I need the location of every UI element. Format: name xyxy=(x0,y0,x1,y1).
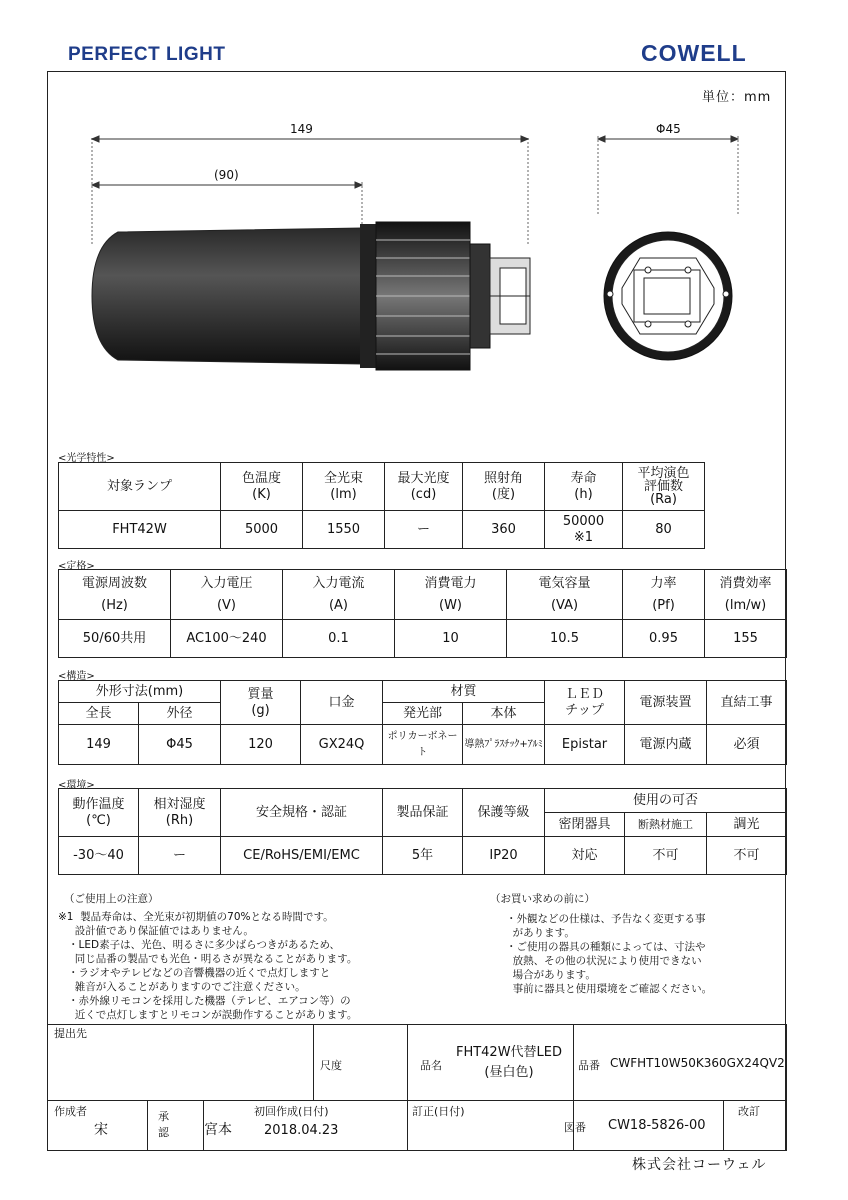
env-h-standard: 安全規格・認証 xyxy=(221,789,383,837)
env-h-dimming: 調光 xyxy=(707,813,787,837)
rating-h-pf: 力率 (Pf) xyxy=(623,570,705,620)
optical-v-lamp: FHT42W xyxy=(59,511,221,549)
env-v-insulation: 不可 xyxy=(625,837,707,875)
structure-h-led: ＬＥＤ チップ xyxy=(545,681,625,725)
dim-length: 149 xyxy=(290,122,313,136)
env-v-ip: IP20 xyxy=(463,837,545,875)
purchase-title: （お買い求めの前に） xyxy=(490,893,595,905)
structure-v-mass: 120 xyxy=(221,725,301,765)
structure-h-base: 口金 xyxy=(301,681,383,725)
title-block xyxy=(47,1024,787,1151)
optical-v-cri: 80 xyxy=(623,511,705,549)
tb-part-no: CWFHT10W50K360GX24QV2 xyxy=(610,1056,785,1070)
tb-product xyxy=(408,1025,574,1101)
structure-h-direct: 直結工事 xyxy=(707,681,787,725)
unit-label: 単位：mm xyxy=(702,90,772,105)
tb-submit-label: 提出先 xyxy=(54,1027,87,1040)
caution-title: （ご使用上の注意） xyxy=(64,893,159,905)
tb-revised xyxy=(408,1101,574,1151)
optical-v-cct: 5000 xyxy=(221,511,303,549)
structure-value-row xyxy=(59,725,787,765)
rating-h-voltage: 入力電圧 (V) xyxy=(171,570,283,620)
brand-cowell-logo: COWELL xyxy=(641,40,747,66)
rating-value-row xyxy=(59,620,787,658)
structure-h-body: 本体 xyxy=(463,703,545,725)
env-v-warranty: 5年 xyxy=(383,837,463,875)
company-name: 株式会社コーウェル xyxy=(632,1157,767,1173)
structure-v-direct: 必須 xyxy=(707,725,787,765)
section-optical: <光学特性> xyxy=(58,453,115,464)
env-h-ip: 保護等級 xyxy=(463,789,545,837)
tb-author-name: 宋 xyxy=(94,1122,108,1138)
env-h-humidity: 相対湿度 (Rh) xyxy=(139,789,221,837)
env-v-dimming: 不可 xyxy=(707,837,787,875)
structure-h-dims: 外形寸法(mm) xyxy=(59,681,221,703)
env-v-sealed: 対応 xyxy=(545,837,625,875)
rating-v-pf: 0.95 xyxy=(623,620,705,658)
tb-revision-label: 改訂 xyxy=(738,1105,760,1118)
structure-v-outer: Φ45 xyxy=(139,725,221,765)
optical-table xyxy=(58,462,705,549)
structure-h-length: 全長 xyxy=(59,703,139,725)
env-h-usage: 使用の可否 xyxy=(545,789,787,813)
tb-name-label: 品名 xyxy=(420,1059,442,1072)
tb-submit xyxy=(48,1025,314,1101)
section-environment: <環境> xyxy=(58,780,95,791)
optical-h-life: 寿命 (h) xyxy=(545,463,623,511)
structure-v-emitter: ポリカーボネート xyxy=(383,725,463,765)
env-value-row xyxy=(59,837,787,875)
tb-approve xyxy=(148,1101,232,1151)
tb-author xyxy=(48,1101,148,1151)
tb-drawing xyxy=(564,1101,724,1151)
dim-diameter: Φ45 xyxy=(656,122,681,136)
tb-author-label: 作成者 xyxy=(54,1105,87,1118)
env-v-humidity: ー xyxy=(139,837,221,875)
structure-h-material: 材質 xyxy=(383,681,545,703)
section-rating: <定格> xyxy=(58,561,95,572)
optical-h-angle: 照射角 (度) xyxy=(463,463,545,511)
rating-header-row xyxy=(59,570,787,620)
tb-drawing-label: 図番 xyxy=(564,1121,586,1134)
structure-v-power: 電源内蔵 xyxy=(625,725,707,765)
structure-table xyxy=(58,680,787,765)
env-v-standard: CE/RoHS/EMI/EMC xyxy=(221,837,383,875)
optical-h-flux: 全光束 (lm) xyxy=(303,463,385,511)
rating-v-voltage: AC100～240 xyxy=(171,620,283,658)
structure-v-body: 導熱ﾌﾟﾗｽﾁｯｸ+ｱﾙﾐ xyxy=(463,725,545,765)
brand-perfect-light: PERFECT LIGHT xyxy=(68,44,226,65)
structure-h-power: 電源装置 xyxy=(625,681,707,725)
tb-created-label: 初回作成(日付) xyxy=(254,1105,329,1118)
rating-h-current: 入力電流 (A) xyxy=(283,570,395,620)
tb-scale xyxy=(314,1025,408,1101)
rating-v-va: 10.5 xyxy=(507,620,623,658)
rating-table xyxy=(58,569,787,658)
rating-v-efficiency: 155 xyxy=(705,620,787,658)
optical-h-intensity: 最大光度 (cd) xyxy=(385,463,463,511)
env-v-temp: -30～40 xyxy=(59,837,139,875)
tb-created-date: 2018.04.23 xyxy=(264,1123,339,1138)
structure-h-outer: 外径 xyxy=(139,703,221,725)
rating-h-efficiency: 消費効率 (lm/w) xyxy=(705,570,787,620)
optical-v-intensity: ー xyxy=(385,511,463,549)
tb-revision xyxy=(724,1101,787,1151)
rating-h-freq: 電源周波数 (Hz) xyxy=(59,570,171,620)
env-h-warranty: 製品保証 xyxy=(383,789,463,837)
structure-v-led: Epistar xyxy=(545,725,625,765)
tb-approve-label: 承 認 xyxy=(158,1110,169,1139)
rating-h-va: 電気容量 (VA) xyxy=(507,570,623,620)
lamp-drawing xyxy=(60,118,760,448)
tb-approver: 宮本 xyxy=(204,1122,232,1138)
caution-text: ※1 製品寿命は、全光束が初期値の70%となる時間です。 設計値であり保証値ではありません。 ・LED素子は、光色、明るさに多少ばらつきがあるため、 同じ品番の製品でも光色・明るさが異なることがあります。 ・ラジオやテレビなどの音響機器の近くで点灯しますと 雑音が入ることがありますのでご注意ください。 ・赤外線リモコンを採用した機器（テレビ、エアコン等）の 近くで点灯しますとリモコンが誤動作することがあります。 xyxy=(58,911,358,1021)
optical-value-row xyxy=(59,511,705,549)
environment-table xyxy=(58,788,787,875)
tb-created xyxy=(204,1101,408,1151)
structure-v-base: GX24Q xyxy=(301,725,383,765)
rating-h-power: 消費電力 (W) xyxy=(395,570,507,620)
optical-v-flux: 1550 xyxy=(303,511,385,549)
tb-revised-label: 訂正(日付) xyxy=(412,1105,465,1118)
dim-body: (90) xyxy=(214,168,239,182)
tb-drawing-no: CW18-5826-00 xyxy=(608,1118,706,1133)
purchase-text: ・外観などの仕様は、予告なく変更する事 があります。 ・ご使用の器具の種類によっては、寸法や 放熱、その他の状況により使用できない 場合があります。 事前に器具と使用環境をご確認ください。 xyxy=(506,913,713,995)
env-h-temp: 動作温度 (℃) xyxy=(59,789,139,837)
structure-h-mass: 質量 (g) xyxy=(221,681,301,725)
optical-header-row xyxy=(59,463,705,511)
rating-v-power: 10 xyxy=(395,620,507,658)
optical-v-life: 50000 ※1 xyxy=(545,511,623,549)
tb-part-label: 品番 xyxy=(578,1059,600,1072)
rating-v-current: 0.1 xyxy=(283,620,395,658)
optical-h-cct: 色温度 (K) xyxy=(221,463,303,511)
section-structure: <構造> xyxy=(58,671,95,682)
structure-h-emitter: 発光部 xyxy=(383,703,463,725)
structure-v-length: 149 xyxy=(59,725,139,765)
optical-h-cri: 平均演色 評価数 (Ra) xyxy=(623,463,705,511)
tb-part xyxy=(574,1025,787,1101)
env-h-insulation: 断熱材施工 xyxy=(625,813,707,837)
tb-product-name: FHT42W代替LED (昼白色) xyxy=(455,1045,563,1080)
env-h-sealed: 密閉器具 xyxy=(545,813,625,837)
optical-v-angle: 360 xyxy=(463,511,545,549)
optical-h-lamp: 対象ランプ xyxy=(59,463,221,511)
rating-v-freq: 50/60共用 xyxy=(59,620,171,658)
tb-scale-label: 尺度 xyxy=(320,1059,342,1072)
